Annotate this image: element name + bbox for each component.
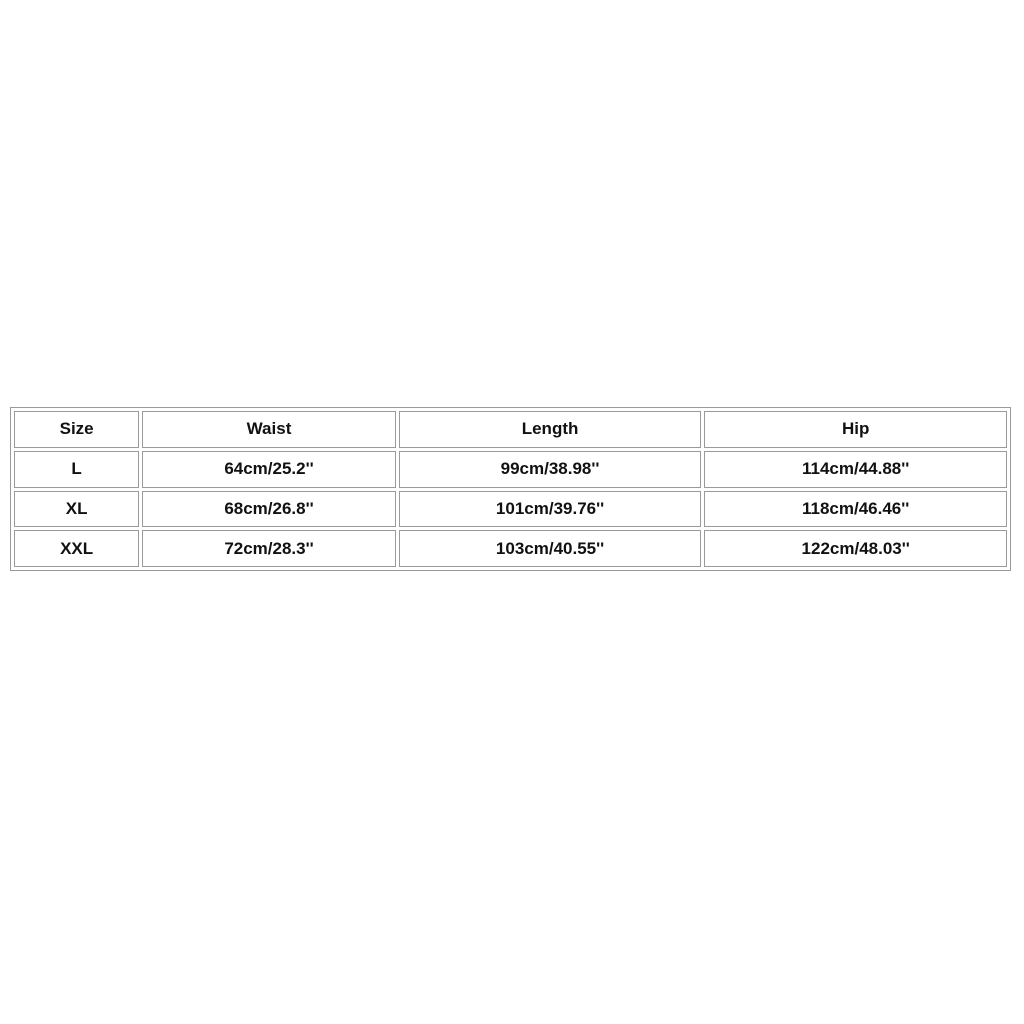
table-row: [14, 530, 1007, 567]
size-chart-table: [10, 407, 1011, 571]
cell-hip: 118cm/46.46'': [704, 491, 1007, 528]
cell-length: 103cm/40.55'': [399, 530, 702, 567]
cell-size: XXL: [14, 530, 139, 567]
cell-hip: 114cm/44.88'': [704, 451, 1007, 488]
table-row: [14, 451, 1007, 488]
header-hip: Hip: [704, 411, 1007, 448]
cell-waist: 68cm/26.8'': [142, 491, 396, 528]
table-row: [14, 491, 1007, 528]
cell-length: 101cm/39.76'': [399, 491, 702, 528]
header-length: Length: [399, 411, 702, 448]
cell-waist: 64cm/25.2'': [142, 451, 396, 488]
cell-size: L: [14, 451, 139, 488]
cell-length: 99cm/38.98'': [399, 451, 702, 488]
cell-waist: 72cm/28.3'': [142, 530, 396, 567]
cell-hip: 122cm/48.03'': [704, 530, 1007, 567]
header-waist: Waist: [142, 411, 396, 448]
cell-size: XL: [14, 491, 139, 528]
header-size: Size: [14, 411, 139, 448]
table-header-row: [14, 411, 1007, 448]
